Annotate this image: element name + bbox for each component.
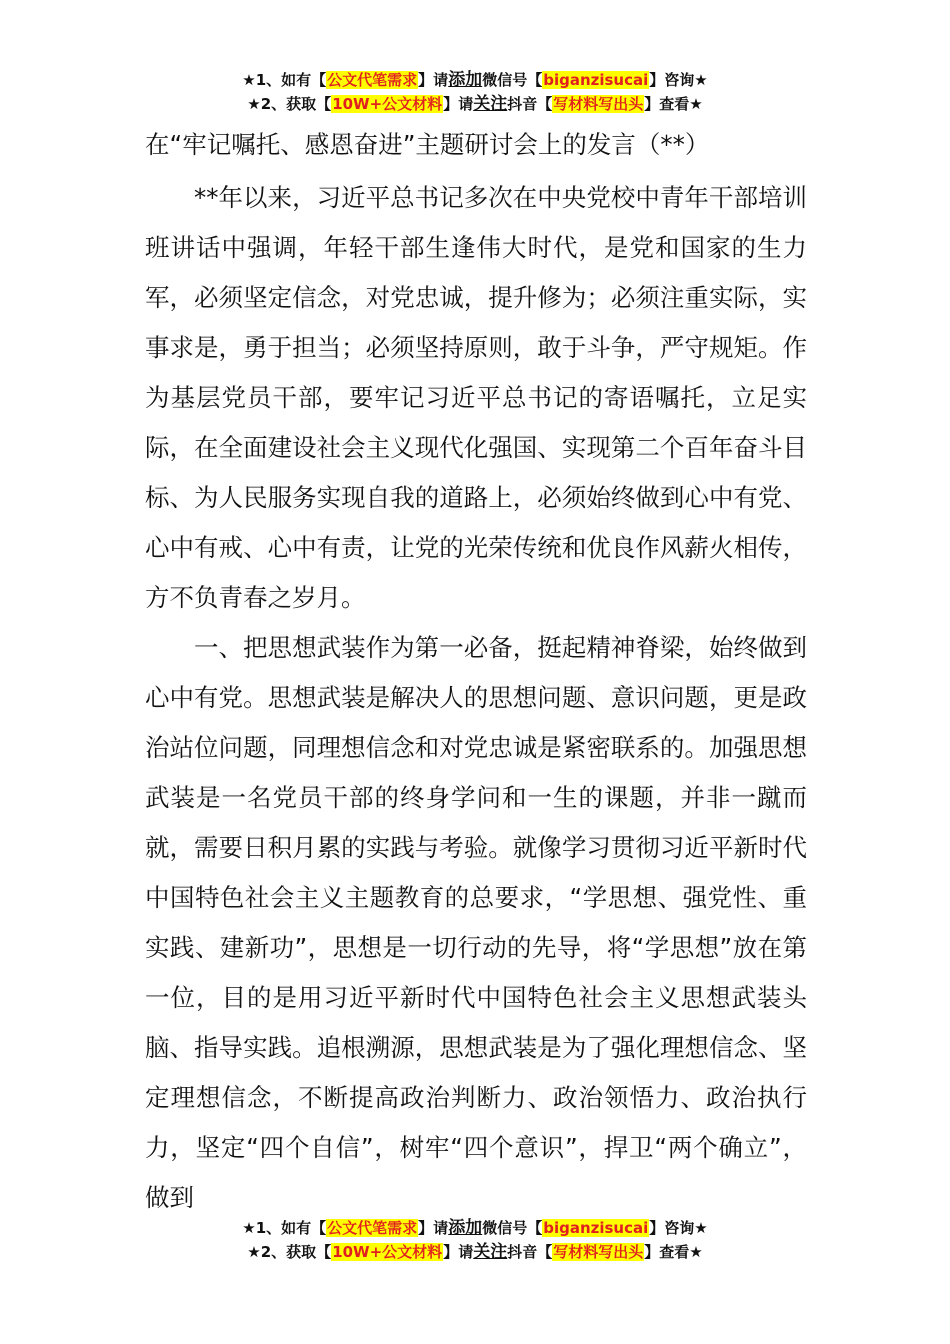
footer-banner [0,1216,950,1264]
banner-text: 微信号【 [482,1219,543,1237]
banner-text: 】咨询★ [649,1219,708,1237]
banner-text: 】查看★ [644,95,703,113]
banner-text: 】请 [418,71,449,89]
banner-text: 】请 [443,95,474,113]
highlighted-service-name: 公文代笔需求 [327,1219,418,1237]
emphasized-action: 关注 [473,1242,508,1262]
banner-text: 抖音【 [507,95,553,113]
highlighted-service-name: 公文代笔需求 [327,71,418,89]
footer-banner-line-1 [0,1216,950,1240]
banner-text: 微信号【 [482,71,543,89]
highlighted-douyin-account: 写材料写出头 [553,95,644,113]
paragraph-intro: **年以来，习近平总书记多次在中央党校中青年干部培训班讲话中强调，年轻干部生逢伟大时代，是党和国家的生力军，必须坚定信念，对党忠诚，提升修为；必须注重实际，实事求是，勇于担当；必须坚持原则，敢于斗争，严守规矩。作为基层党员干部，要牢记习近平总书记的寄语嘱托，立足实际，在全面建设社会主义现代化强国、实现第二个百年奋斗目标、为人民服务实现自我的道路上，必须始终做到心中有党、心中有戒、心中有责，让党的光荣传统和优良作风薪火相传，方不负青春之岁月。 [145,183,807,612]
banner-text: ★2、获取【 [247,1243,332,1261]
header-banner-line-1 [0,68,950,92]
document-body [145,123,807,1223]
footer-banner-line-2 [0,1240,950,1264]
header-banner [0,68,950,116]
paragraph-section-one: 一、把思想武装作为第一必备，挺起精神脊梁，始终做到心中有党。思想武装是解决人的思想问题、意识问题，更是政治站位问题，同理想信念和对党忠诚是紧密联系的。加强思想武装是一名党员干部的终身学问和一生的课题，并非一蹴而就，需要日积月累的实践与考验。就像学习贯彻习近平新时代中国特色社会主义主题教育的总要求，“学思想、强党性、重实践、建新功”，思想是一切行动的先导，将“学思想”放在第一位，目的是用习近平新时代中国特色社会主义思想武装头脑、指导实践。追根溯源，思想武装是为了强化理想信念、坚定理想信念，不断提高政治判断力、政治领悟力、政治执行力，坚定“四个自信”，树牢“四个意识”，捍卫“两个确立”，做到 [145,633,807,1212]
banner-text: 抖音【 [507,1243,553,1261]
highlighted-wechat-id: biganzisucai [543,71,649,89]
banner-text: 】请 [418,1219,449,1237]
highlighted-material-name: 10W+公文材料 [332,95,443,113]
document-title: 在“牢记嘱托、感恩奋进”主题研讨会上的发言（**） [145,130,710,159]
highlighted-material-name: 10W+公文材料 [332,1243,443,1261]
emphasized-action: 添加 [448,70,483,90]
highlighted-douyin-account: 写材料写出头 [553,1243,644,1261]
banner-text: ★1、如有【 [242,1219,327,1237]
banner-text: 】查看★ [644,1243,703,1261]
emphasized-action: 添加 [448,1218,483,1238]
banner-text: 】咨询★ [649,71,708,89]
banner-text: ★1、如有【 [242,71,327,89]
banner-text: ★2、获取【 [247,95,332,113]
highlighted-wechat-id: biganzisucai [543,1219,649,1237]
header-banner-line-2 [0,92,950,116]
banner-text: 】请 [443,1243,474,1261]
emphasized-action: 关注 [473,94,508,114]
